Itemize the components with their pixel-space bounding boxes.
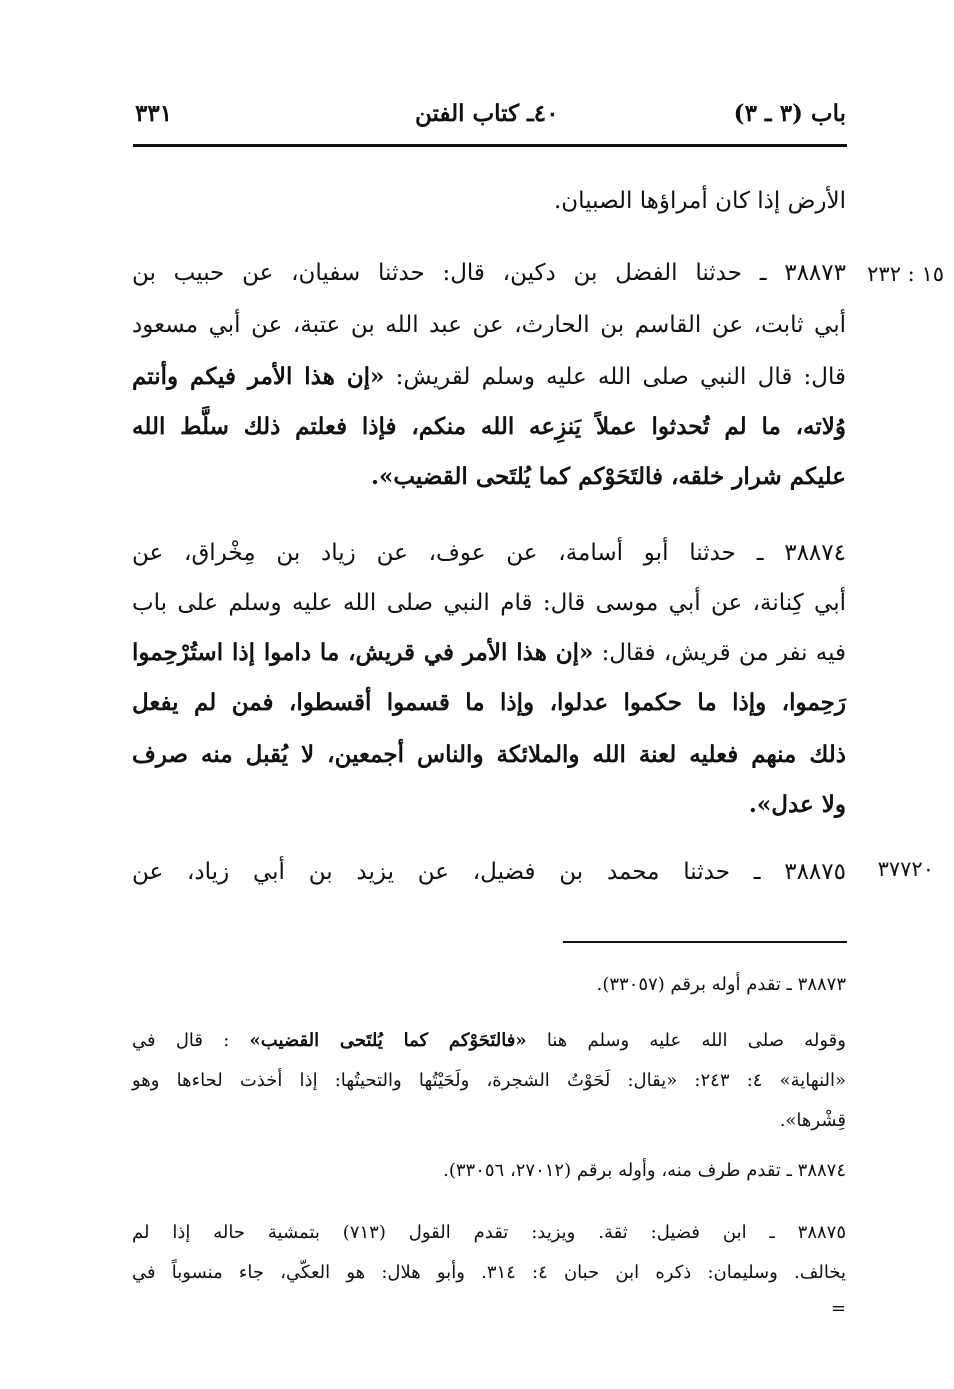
header-book-title: ٤٠ـ كتاب الفتن — [415, 100, 559, 127]
footnote-line: يخالف. وسليمان: ذكره ابن حبان ٤: ٣١٤. وأبو هلال: هو العكّي، جاء منسوباً في — [132, 1262, 846, 1283]
hadith-38874-line: ٣٨٨٧٤ ـ حدثنا أبو أسامة، عن عوف، عن زياد بن مِخْراق، عن — [132, 540, 846, 566]
hadith-38874-line: ذلك منهم فعليه لعنة الله والملائكة والناس أجمعين، لا يُقبل منه صرف — [132, 741, 846, 768]
hadith-38875-line: ٣٨٨٧٥ ـ حدثنا محمد بن فضيل، عن يزيد بن أبي زياد، عن — [132, 859, 846, 885]
footnote-line: «النهاية» ٤: ٢٤٣: «يقال: لَحَوْتُ الشجرة، ولَحَيْتُها والتحيتُها: إذا أخذت لحاءها وهو — [132, 1070, 846, 1091]
hadith-38873-line: وُلاته، ما لم تُحدثوا عملاً يَنزِعه الله منكم، فإذا فعلتم ذلك سلَّط الله — [132, 413, 846, 440]
header-chapter: باب (٣ ـ ٣) — [733, 100, 846, 127]
header-page-number: ٣٣١ — [135, 100, 173, 127]
hadith-38874-line: أبي كِنانة، عن أبي موسى قال: قام النبي صلى الله عليه وسلم على باب — [132, 590, 846, 616]
footnote-line: وقوله صلى الله عليه وسلم هنا «فالتَحَوْكم كما يُلتَحى القضيب» : قال في — [132, 1030, 846, 1051]
hadith-38873-line: قال: قال النبي صلى الله عليه وسلم لقريش: «إن هذا الأمر فيكم وأنتم — [132, 363, 846, 390]
hadith-38873-line: أبي ثابت، عن القاسم بن الحارث، عن عبد الله بن عتبة، عن أبي مسعود — [132, 312, 846, 338]
footnote-line: ٣٨٨٧٥ ـ ابن فضيل: ثقة. ويزيد: تقدم القول (٧١٣) بتمشية حاله إذا لم — [132, 1222, 846, 1243]
margin-ref-2: ٣٧٧٢٠ — [877, 857, 934, 881]
footnote-continuation-mark: = — [830, 1298, 846, 1319]
footnote-line: ٣٨٨٧٤ ـ تقدم طرف منه، وأوله برقم (٢٧٠١٢، ٣٣٠٥٦). — [443, 1160, 846, 1181]
header-rule — [133, 144, 847, 147]
hadith-38874-line: ولا عدل». — [748, 791, 846, 818]
hadith-38873-line: ٣٨٨٧٣ ـ حدثنا الفضل بن دكين، قال: حدثنا سفيان، عن حبيب بن — [132, 260, 846, 286]
footnote-line: قِشْرها». — [779, 1110, 846, 1131]
text-line: الأرض إذا كان أمراؤها الصبيان. — [553, 188, 846, 214]
margin-ref-1: ١٥ : ٢٣٢ — [867, 262, 944, 286]
hadith-38874-line: رَحِموا، وإذا ما حكموا عدلوا، وإذا ما قسموا أقسطوا، فمن لم يفعل — [132, 689, 846, 716]
hadith-38874-line: فيه نفر من قريش، فقال: «إن هذا الأمر في قريش، ما داموا إذا استُرْحِموا — [132, 639, 847, 666]
hadith-38873-line: عليكم شرار خلقه، فالتَحَوْكم كما يُلتَحى القضيب». — [370, 463, 846, 490]
footnote-line: ٣٨٨٧٣ ـ تقدم أوله برقم (٣٣٠٥٧). — [596, 974, 846, 995]
footnote-rule — [563, 941, 847, 943]
